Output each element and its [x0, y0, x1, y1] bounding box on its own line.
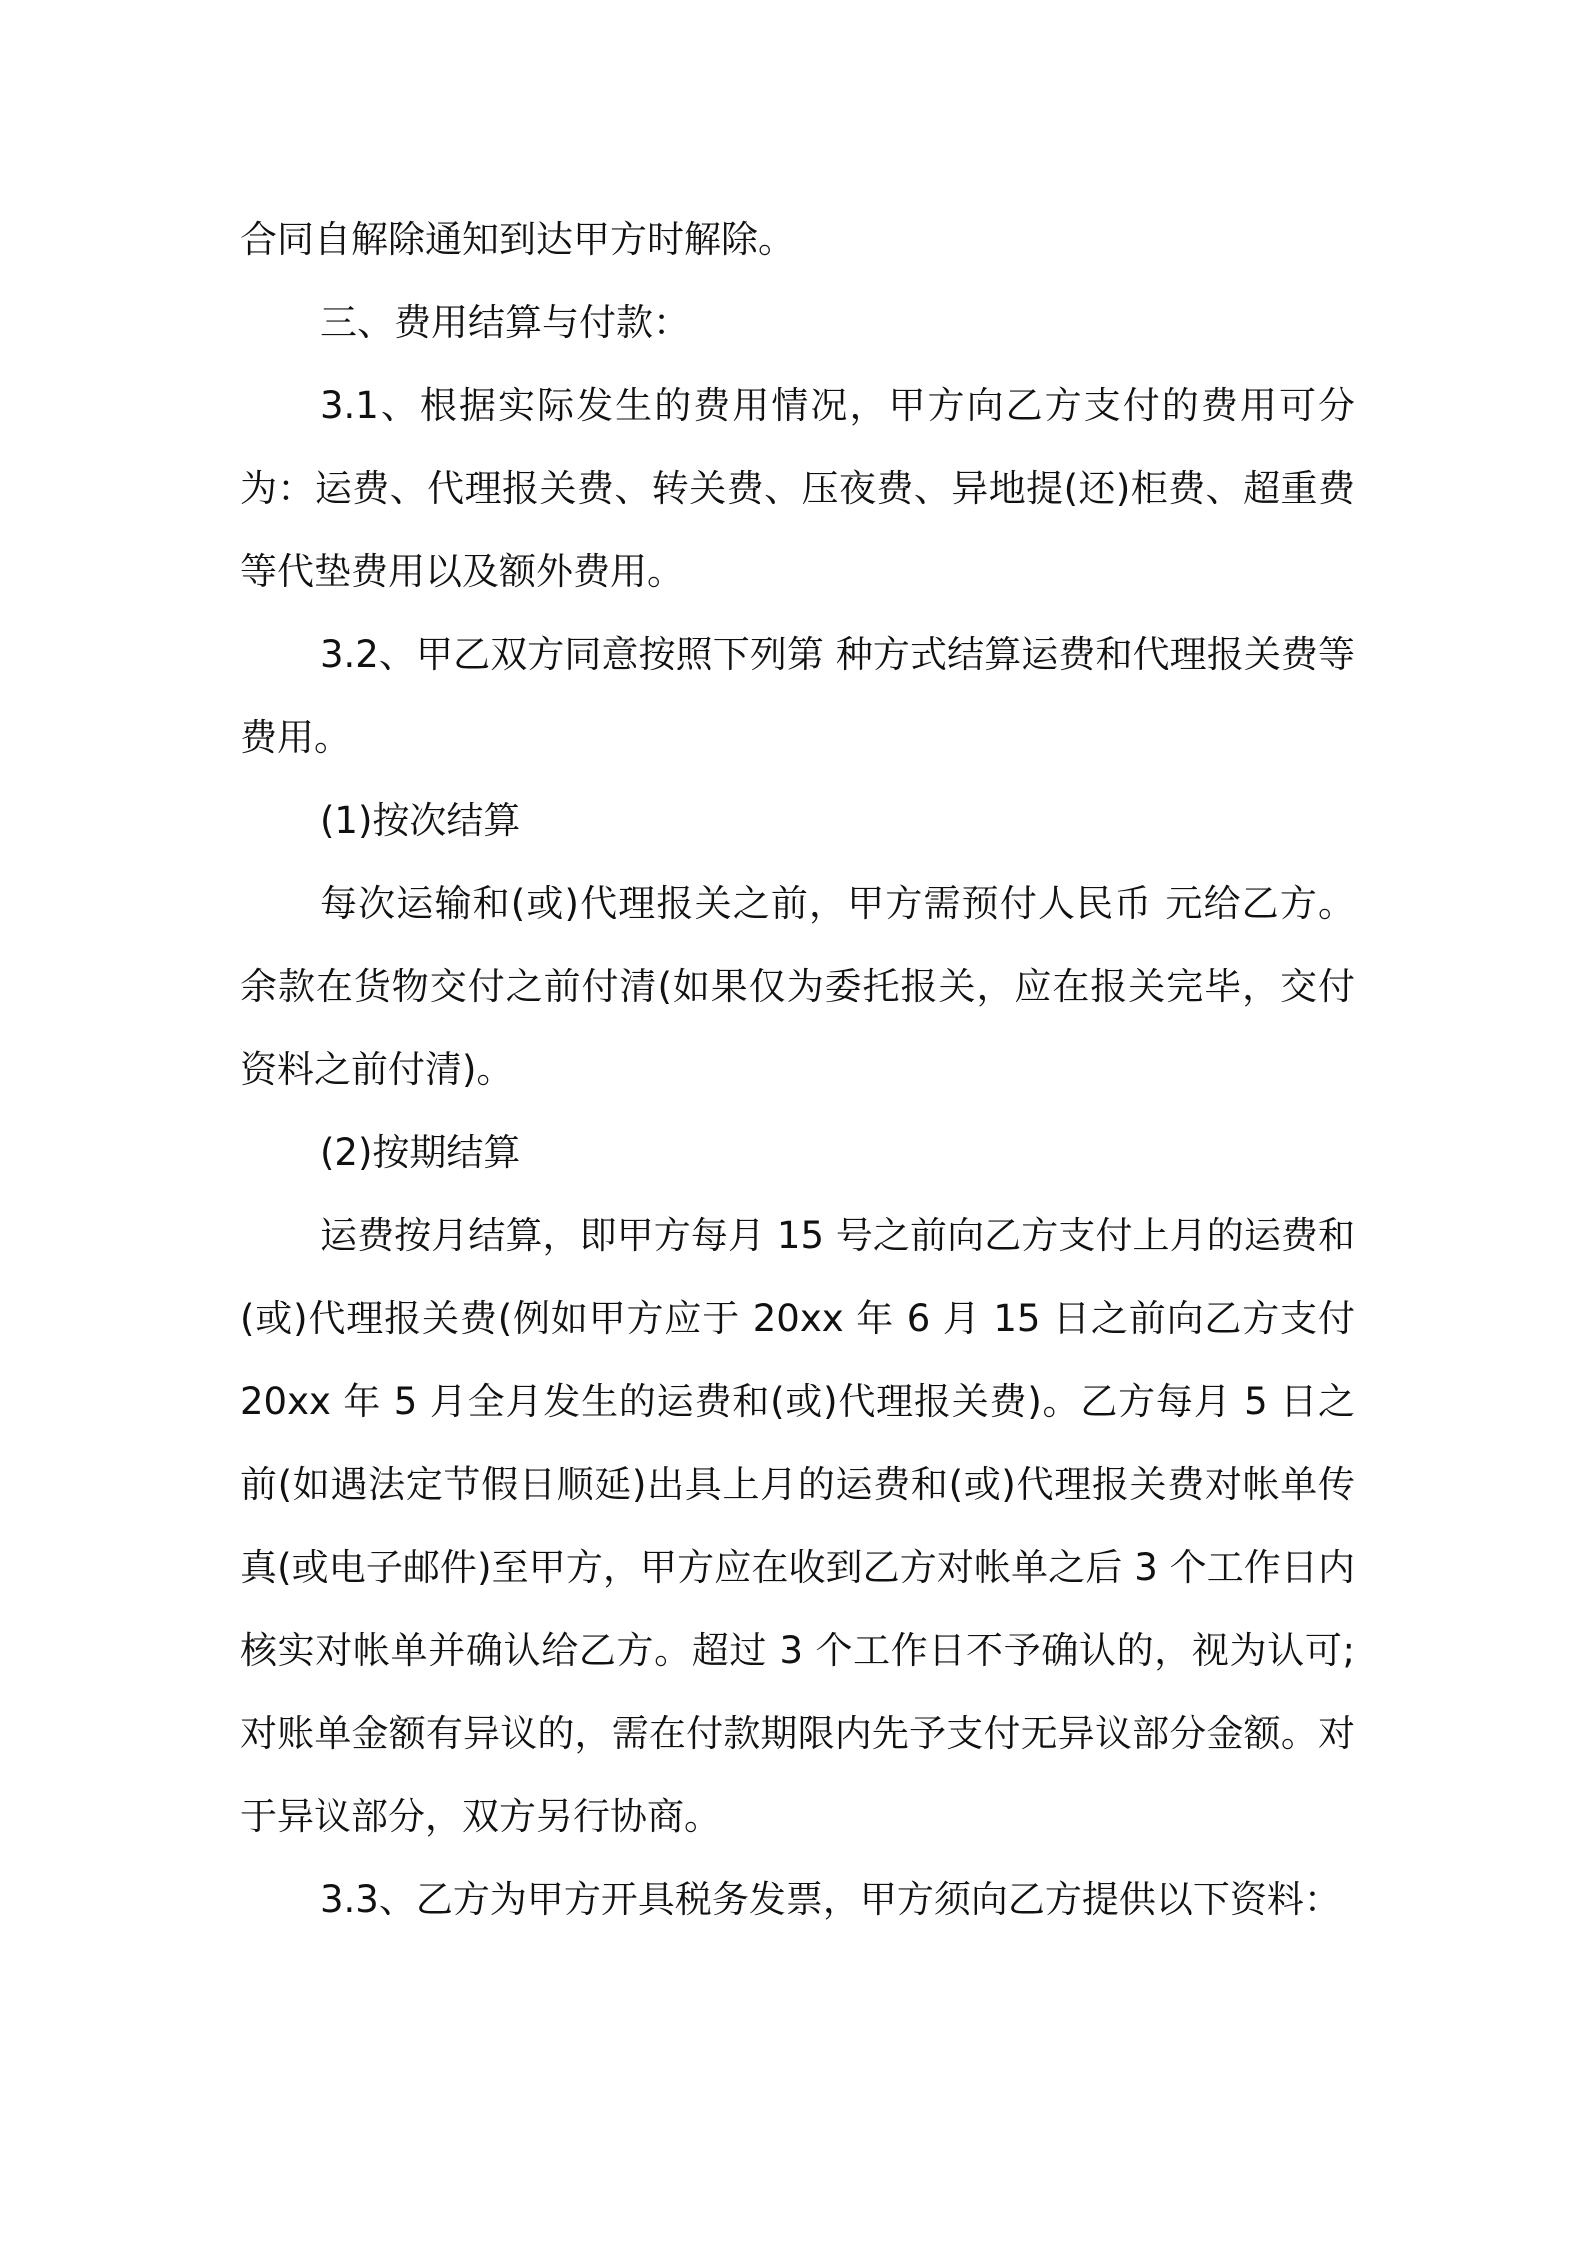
clause-3-2: 3.2、甲乙双方同意按照下列第 种方式结算运费和代理报关费等费用。 [240, 633, 1355, 759]
paragraph-periodic: 运费按月结算，即甲方每月 15 号之前向乙方支付上月的运费和(或)代理报关费(例如甲方应于 20xx 年 6 月 15 日之前向乙方支付 20xx 年 5 月全月发生的运费和(或)代理报关费)。乙方每月 5 日之前(如遇法定节假日顺延)出具上月的运费和(或)代理报关费对帐单传真(或电子邮件)至甲方，甲方应在收到乙方对帐单之后 3 个工作日内核实对帐单并确认给乙方。超过 3 个工作日不予确认的，视为认可;对账单金额有异议的，需在付款期限内先予支付无异议部分金额。对于异议部分，双方另行协商。 [240, 1214, 1355, 1838]
subheading-periodic: (2)按期结算 [320, 1131, 521, 1174]
clause-3-1: 3.1、根据实际发生的费用情况，甲方向乙方支付的费用可分为：运费、代理报关费、转关费、压夜费、异地提(还)柜费、超重费等代垫费用以及额外费用。 [240, 384, 1355, 593]
clause-3-3: 3.3、乙方为甲方开具税务发票，甲方须向乙方提供以下资料： [320, 1878, 1341, 1921]
paragraph-termination-continuation: 合同自解除通知到达甲方时解除。 [240, 218, 795, 261]
document-body [240, 198, 1355, 1941]
paragraph-per-shipment: 每次运输和(或)代理报关之前，甲方需预付人民币 元给乙方。余款在货物交付之前付清(如果仅为委托报关，应在报关完毕，交付资料之前付清)。 [240, 882, 1355, 1091]
section-heading-fees-settlement: 三、费用结算与付款： [320, 301, 690, 344]
subheading-per-shipment: (1)按次结算 [320, 799, 521, 842]
